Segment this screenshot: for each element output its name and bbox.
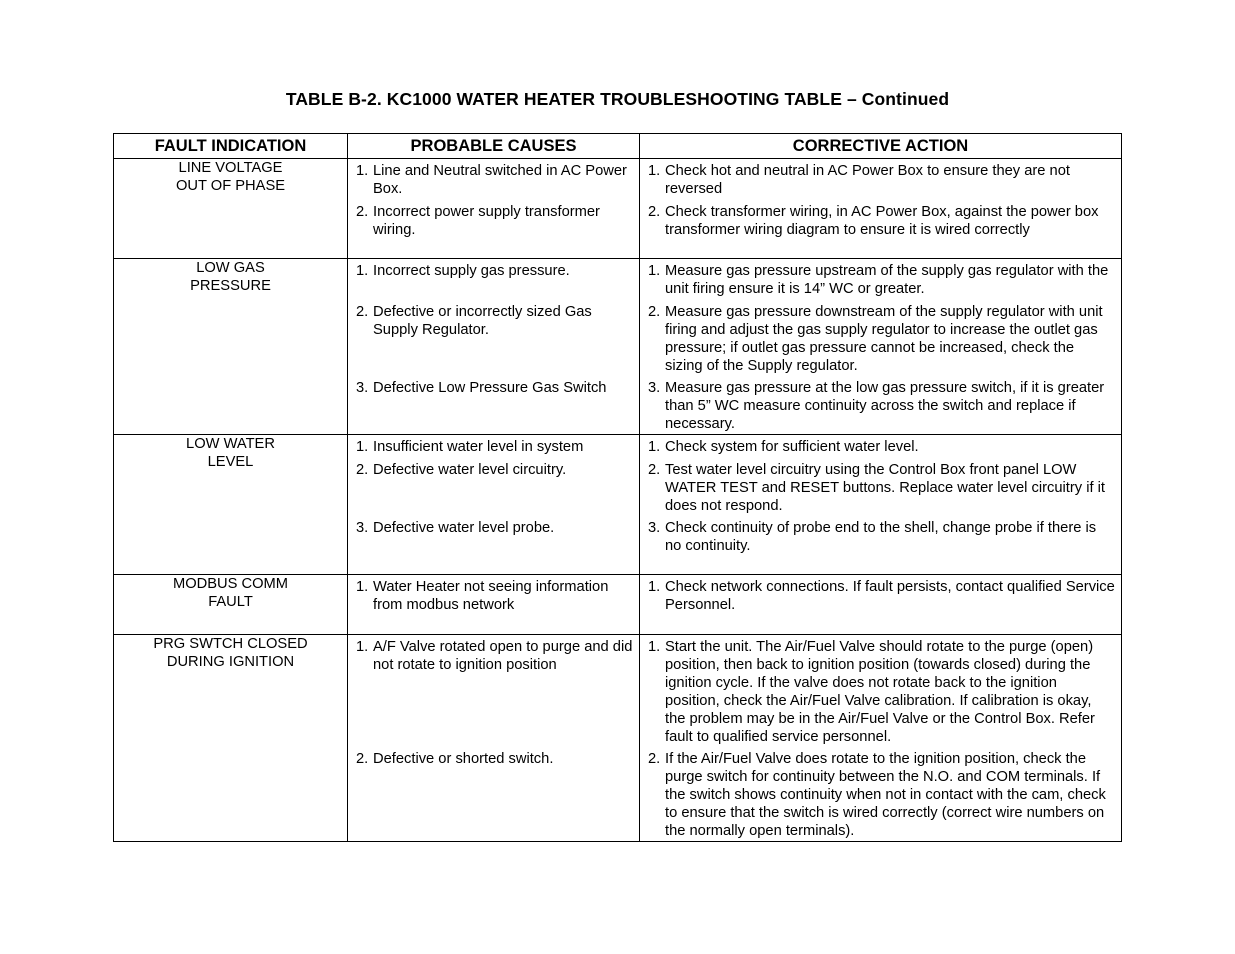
- cause-item: 1. Insufficient water level in system: [356, 439, 584, 455]
- corrective-action-cell: [640, 259, 1122, 435]
- probable-causes-cell: [348, 159, 640, 259]
- cause-item: 2. Defective or incorrectly sized Gas Supply Regulator.: [356, 304, 592, 338]
- action-item: 1. Check system for sufficient water level.: [648, 439, 919, 455]
- fault-line: LEVEL: [207, 454, 254, 470]
- cause-item: 2. Incorrect power supply transformer wiring.: [356, 204, 600, 238]
- header-corrective-action: CORRECTIVE ACTION: [640, 134, 1122, 159]
- probable-causes-cell: [348, 259, 640, 435]
- action-item: 3. Check continuity of probe end to the shell, change probe if there is no continuity.: [648, 520, 1097, 554]
- action-item: 2. Measure gas pressure downstream of the supply regulator with unit firing and adjust the gas supply regulator to increase the outlet gas pressure; if outlet gas pressure cannot be increased, check the sizing of the Supply regulator.: [648, 304, 1103, 374]
- corrective-action-cell: [640, 435, 1122, 575]
- fault-line: LOW GAS: [196, 260, 265, 276]
- header-probable-causes: PROBABLE CAUSES: [348, 134, 640, 159]
- cause-item: 1. Incorrect supply gas pressure.: [356, 263, 570, 279]
- table-header-row: [114, 134, 1122, 159]
- cause-item: 1. Line and Neutral switched in AC Power Box.: [356, 163, 627, 197]
- table-row: [114, 635, 1122, 842]
- fault-line: PRG SWTCH CLOSED: [153, 636, 308, 652]
- fault-indication-cell: [114, 259, 348, 435]
- cause-item: 1. A/F Valve rotated open to purge and did not rotate to ignition position: [356, 639, 633, 673]
- table-row: [114, 259, 1122, 435]
- action-item: 1. Check hot and neutral in AC Power Box to ensure they are not reversed: [648, 163, 1070, 197]
- fault-indication-cell: [114, 159, 348, 259]
- cause-item: 1. Water Heater not seeing information from modbus network: [356, 579, 609, 613]
- action-item: 2. Test water level circuitry using the Control Box front panel LOW WATER TEST and RESET buttons. Replace water level circuitry if it does not respond.: [648, 462, 1105, 514]
- fault-indication-cell: [114, 635, 348, 842]
- header-fault-indication: FAULT INDICATION: [114, 134, 348, 159]
- probable-causes-cell: [348, 635, 640, 842]
- probable-causes-cell: [348, 575, 640, 635]
- probable-causes-cell: [348, 435, 640, 575]
- fault-line: OUT OF PHASE: [175, 178, 286, 194]
- table-row: [114, 435, 1122, 575]
- cause-item: 3. Defective Low Pressure Gas Switch: [356, 380, 607, 396]
- table-title: TABLE B-2. KC1000 WATER HEATER TROUBLESHOOTING TABLE – Continued: [285, 89, 950, 109]
- action-item: 1. Start the unit. The Air/Fuel Valve should rotate to the purge (open) position, then back to ignition position (towards closed) during the ignition cycle. If the valve does not rotate back to the ignition position, check the Air/Fuel Valve calibration. If calibration is okay, the problem may be in the Air/Fuel Valve or the Control Box. Refer fault to qualified service personnel.: [648, 639, 1095, 745]
- troubleshooting-table: [113, 133, 1122, 842]
- corrective-action-cell: [640, 635, 1122, 842]
- fault-line: MODBUS COMM: [172, 576, 289, 592]
- cause-item: 2. Defective water level circuitry.: [356, 462, 567, 478]
- cause-item: 2. Defective or shorted switch.: [356, 751, 554, 767]
- action-item: 1. Measure gas pressure upstream of the supply gas regulator with the unit firing ensure it is 14” WC or greater.: [648, 263, 1109, 297]
- cause-item: 3. Defective water level probe.: [356, 520, 555, 536]
- table-row: [114, 159, 1122, 259]
- fault-indication-cell: [114, 575, 348, 635]
- fault-line: LOW WATER: [186, 436, 275, 452]
- fault-line: DURING IGNITION: [166, 654, 295, 670]
- action-item: 2. If the Air/Fuel Valve does rotate to the ignition position, check the purge switch for continuity between the N.O. and COM terminals. If the switch shows continuity when not in contact with the cam, check to ensure that the switch is wired correctly (correct wire numbers on the normally open terminals).: [648, 751, 1106, 839]
- fault-line: FAULT: [208, 594, 253, 610]
- table-row: [114, 575, 1122, 635]
- fault-indication-cell: [114, 435, 348, 575]
- fault-line: LINE VOLTAGE: [178, 160, 283, 176]
- corrective-action-cell: [640, 159, 1122, 259]
- action-item: 1. Check network connections. If fault persists, contact qualified Service Personnel.: [648, 579, 1115, 613]
- action-item: 2. Check transformer wiring, in AC Power Box, against the power box transformer wiring diagram to ensure it is wired correctly: [648, 204, 1099, 238]
- corrective-action-cell: [640, 575, 1122, 635]
- fault-line: PRESSURE: [190, 278, 271, 294]
- action-item: 3. Measure gas pressure at the low gas pressure switch, if it is greater than 5” WC measure continuity across the switch and replace if necessary.: [648, 380, 1105, 432]
